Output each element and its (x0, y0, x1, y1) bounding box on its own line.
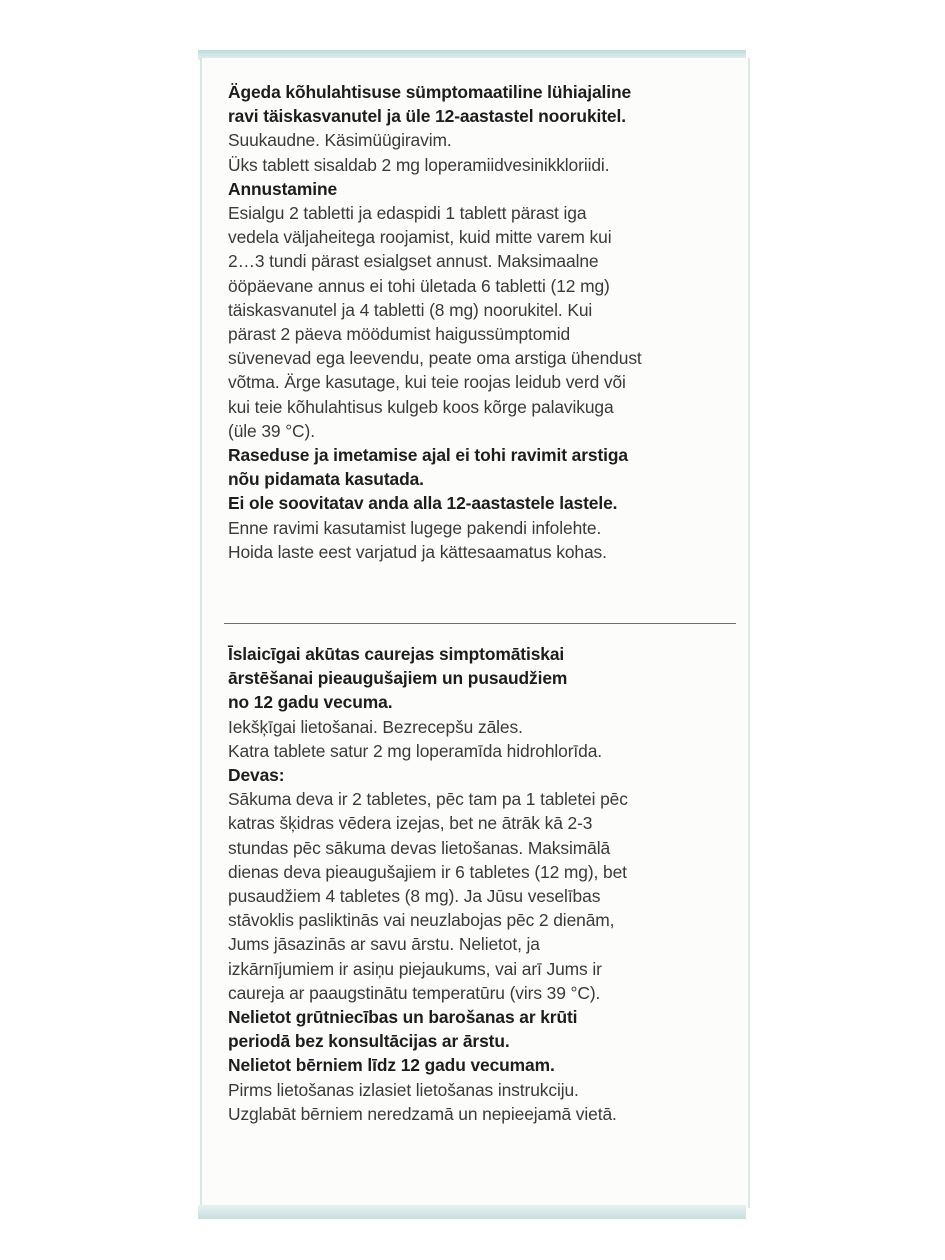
medicine-package-back (200, 58, 750, 1208)
latvian-pregnancy-warning: periodā bez konsultācijas ar ārstu. (228, 1031, 510, 1052)
estonian-dosage-line: 2…3 tundi pärast esialgset annust. Maksimaalne (228, 251, 599, 272)
latvian-title-line: no 12 gadu vecuma. (228, 692, 393, 713)
estonian-dosage-line: täiskasvanutel ja 4 tabletti (8 mg) noorukitel. Kui (228, 299, 593, 320)
estonian-dosage-line: süvenevad ega leevendu, peate oma arstiga ühendust (228, 348, 642, 369)
latvian-dosage-line: stāvoklis pasliktinās vai neuzlabojas pēc 2 dienām, (228, 910, 615, 931)
latvian-leaflet-note: Pirms lietošanas izlasiet lietošanas instrukciju. (228, 1079, 579, 1100)
latvian-dosage-line: pusaudžiem 4 tabletes (8 mg). Ja Jūsu veselības (228, 886, 601, 907)
latvian-children-warning: Nelietot bērniem līdz 12 gadu vecumam. (228, 1055, 555, 1076)
estonian-dosage-line: võtma. Ärge kasutage, kui teie roojas leidub verd või (228, 372, 626, 393)
estonian-dosage-line: pärast 2 päeva möödumist haigussümptomid (228, 324, 571, 345)
latvian-dosage-heading: Devas: (228, 765, 285, 786)
estonian-section (228, 80, 734, 564)
estonian-composition: Üks tablett sisaldab 2 mg loperamiidvesinikkloriidi. (228, 154, 610, 175)
estonian-title-line: ravi täiskasvanutel ja üle 12-aastastel noorukitel. (228, 106, 626, 127)
estonian-children-warning: Ei ole soovitatav anda alla 12-aastastele lastele. (228, 493, 618, 514)
latvian-storage-note: Uzglabāt bērniem neredzamā un nepieejamā vietā. (228, 1103, 617, 1124)
estonian-dosage-line: ööpäevane annus ei tohi ületada 6 tabletti (12 mg) (228, 275, 610, 296)
latvian-dosage-line: caureja ar paaugstinātu temperatūru (virs 39 °C). (228, 982, 601, 1003)
estonian-storage-note: Hoida laste eest varjatud ja kättesaamatus kohas. (228, 541, 607, 562)
latvian-dosage-line: Sākuma deva ir 2 tabletes, pēc tam pa 1 tabletei pēc (228, 789, 628, 810)
latvian-dosage-line: izkārnījumiem ir asiņu piejaukums, vai arī Jums ir (228, 958, 602, 979)
estonian-dosage-line: kui teie kõhulahtisus kulgeb koos kõrge palavikuga (228, 396, 614, 417)
estonian-dosage-line: (üle 39 °C). (228, 420, 315, 441)
estonian-dosage-line: Esialgu 2 tabletti ja edaspidi 1 tablett pärast iga (228, 203, 587, 224)
section-divider (224, 623, 736, 624)
latvian-dosage-line: Jums jāsazinās ar savu ārstu. Nelietot, ja (228, 934, 540, 955)
package-bottom-edge (198, 1205, 746, 1219)
latvian-route: Iekšķīgai lietošanai. Bezrecepšu zāles. (228, 716, 523, 737)
estonian-leaflet-note: Enne ravimi kasutamist lugege pakendi infolehte. (228, 517, 602, 538)
estonian-route: Suukaudne. Käsimüügiravim. (228, 130, 452, 151)
latvian-dosage-line: katras šķidras vēdera izejas, bet ne ātrāk kā 2-3 (228, 813, 593, 834)
estonian-pregnancy-warning: nõu pidamata kasutada. (228, 469, 424, 490)
latvian-pregnancy-warning: Nelietot grūtniecības un barošanas ar krūti (228, 1007, 578, 1028)
latvian-dosage-line: dienas deva pieaugušajiem ir 6 tabletes (12 mg), bet (228, 861, 627, 882)
latvian-title-line: Īslaicīgai akūtas caurejas simptomātiskai (228, 644, 565, 664)
estonian-title-line: Ägeda kõhulahtisuse sümptomaatiline lühiajaline (228, 82, 632, 102)
estonian-dosage-line: vedela väljaheitega roojamist, kuid mitte varem kui (228, 227, 612, 248)
estonian-pregnancy-warning: Raseduse ja imetamise ajal ei tohi ravimit arstiga (228, 445, 628, 466)
estonian-dosage-heading: Annustamine (228, 178, 338, 199)
latvian-dosage-line: stundas pēc sākuma devas lietošanas. Maksimālā (228, 837, 611, 858)
latvian-title-line: ārstēšanai pieaugušajiem un pusaudžiem (228, 668, 568, 689)
latvian-section (228, 642, 734, 1126)
latvian-composition: Katra tablete satur 2 mg loperamīda hidrohlorīda. (228, 740, 603, 761)
